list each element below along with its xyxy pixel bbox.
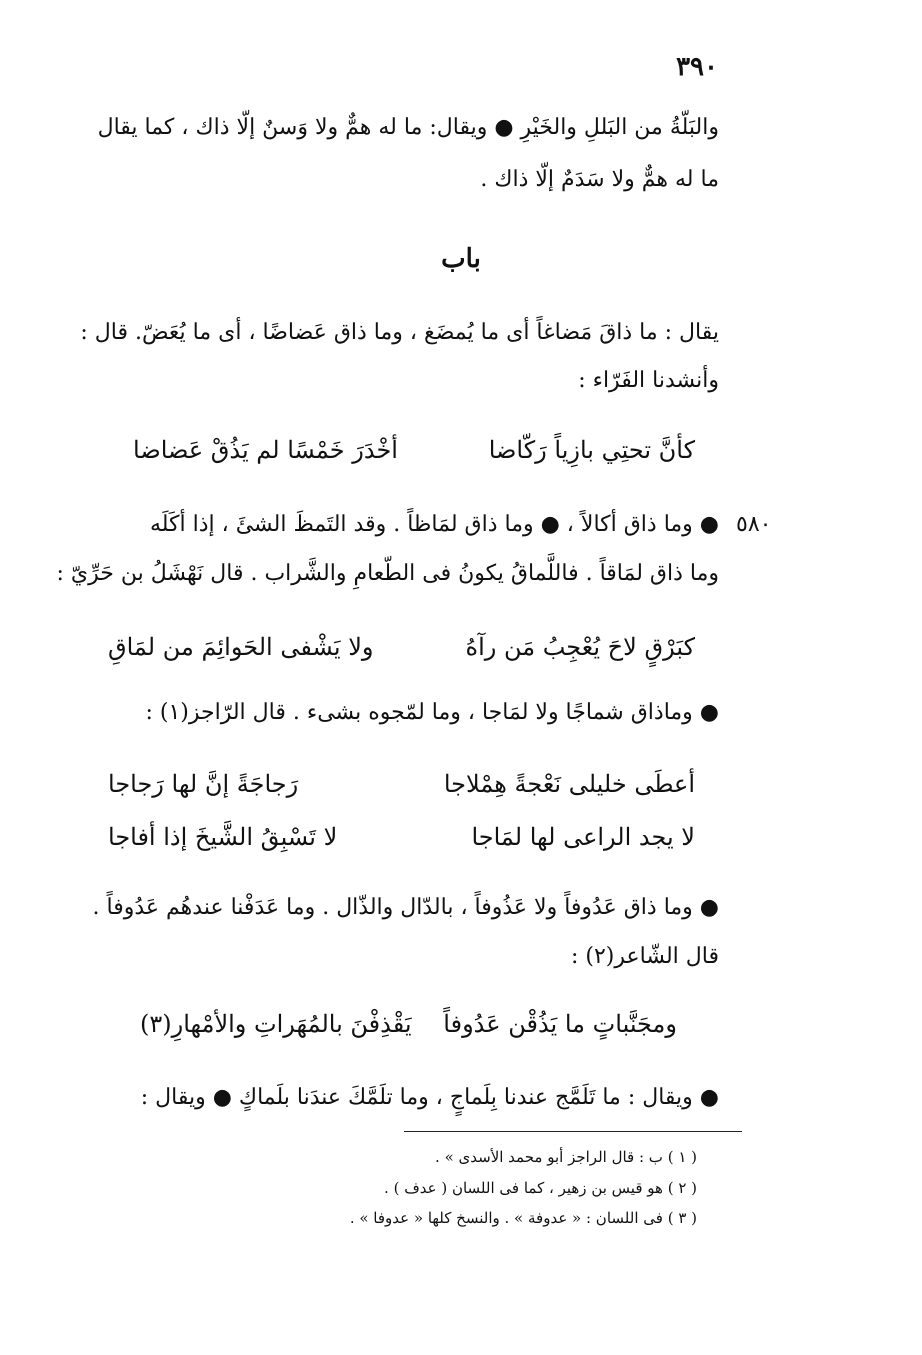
text-line: وما ذاق لمَاقاً . فاللَّماقُ يكونُ فى الطّعامِ والشَّراب . قال نَهْشَلُ بن حَرِّيّ :	[56, 561, 719, 586]
text-line: ● ويقال : ما تَلَمَّج عندنا بِلَماجٍ ، وما تلَمَّكَ عندَنا بلَماكٍ ● ويقال :	[140, 1085, 719, 1110]
verse-hemistich-right: لا يجد الراعى لها لمَاجا	[471, 823, 695, 851]
section-heading: باب	[441, 244, 481, 274]
verse-hemistich-right: كبَرْقٍ لاحَ يُعْجِبُ مَن رآهُ	[465, 633, 695, 661]
text-line: ما له همٌّ ولا سَدَمٌ إلّا ذاك .	[480, 167, 719, 192]
text-line: ● وما ذاق أكالاً ، ● وما ذاق لمَاظاً . وقد التَمظَ الشئَ ، إذا أكَلَه	[149, 512, 719, 537]
footnote: ( ٣ ) فى اللسان : « عدوفة » . والنسخ كلها « عدوفا » .	[349, 1209, 697, 1227]
verse-hemistich-right: ومجَنَّباتٍ ما يَذُقْن عَدُوفاً	[443, 1010, 677, 1038]
text-line: والبَلّةُ من البَللِ والخَيْرِ ● ويقال: ما له همٌّ ولا وَسنٌ إلّا ذاك ، كما يقال	[97, 115, 719, 140]
verse-hemistich-left: لا تَسْبِقُ الشَّيخَ إذا أفاجا	[108, 823, 338, 851]
text-line: وأنشدنا الفَرّاء :	[578, 368, 719, 393]
verse-hemistich-left: ولا يَشْفى الحَوائِمَ من لمَاقِ	[108, 633, 374, 661]
verse-hemistich-left: رَجاجَةً إنَّ لها رَجاجا	[108, 770, 299, 798]
section-number: ٥٨٠	[736, 512, 772, 537]
footnote-divider	[404, 1131, 742, 1132]
page-number: ٣٩٠	[676, 52, 718, 82]
verse-hemistich-left: يَقْذِفْنَ بالمُهَراتِ والأمْهارِ(٣)	[140, 1010, 412, 1038]
footnote: ( ١ ) ب : قال الراجز أبو محمد الأسدى » .	[435, 1148, 697, 1166]
verse-hemistich-right: أعطَى خليلى نَعْجةً هِمْلاجا	[443, 770, 695, 798]
text-line: قال الشّاعر(٢) :	[570, 944, 719, 969]
footnote: ( ٢ ) هو قيس بن زهير ، كما فى اللسان ( عدف ) .	[384, 1179, 697, 1197]
text-line: ● وما ذاق عَدُوفاً ولا عَذُوفاً ، بالدّال والذّال . وما عَدَفْنا عندهُم عَدُوفاً .	[92, 895, 719, 920]
text-line: ● وماذاق شماجًا ولا لمَاجا ، وما لمّجوه بشىء . قال الرّاجز(١) :	[145, 700, 719, 725]
verse-hemistich-right: كأنَّ تحتِي بازِياً رَكّاضا	[488, 436, 695, 464]
text-line: يقال : ما ذاقَ مَضاغاً أى ما يُمضَغ ، وما ذاق عَضاضًا ، أى ما يُعَضّ. قال :	[80, 320, 719, 345]
verse-hemistich-left: أخْدَرَ خَمْسًا لم يَذُقْ عَضاضا	[133, 436, 398, 464]
